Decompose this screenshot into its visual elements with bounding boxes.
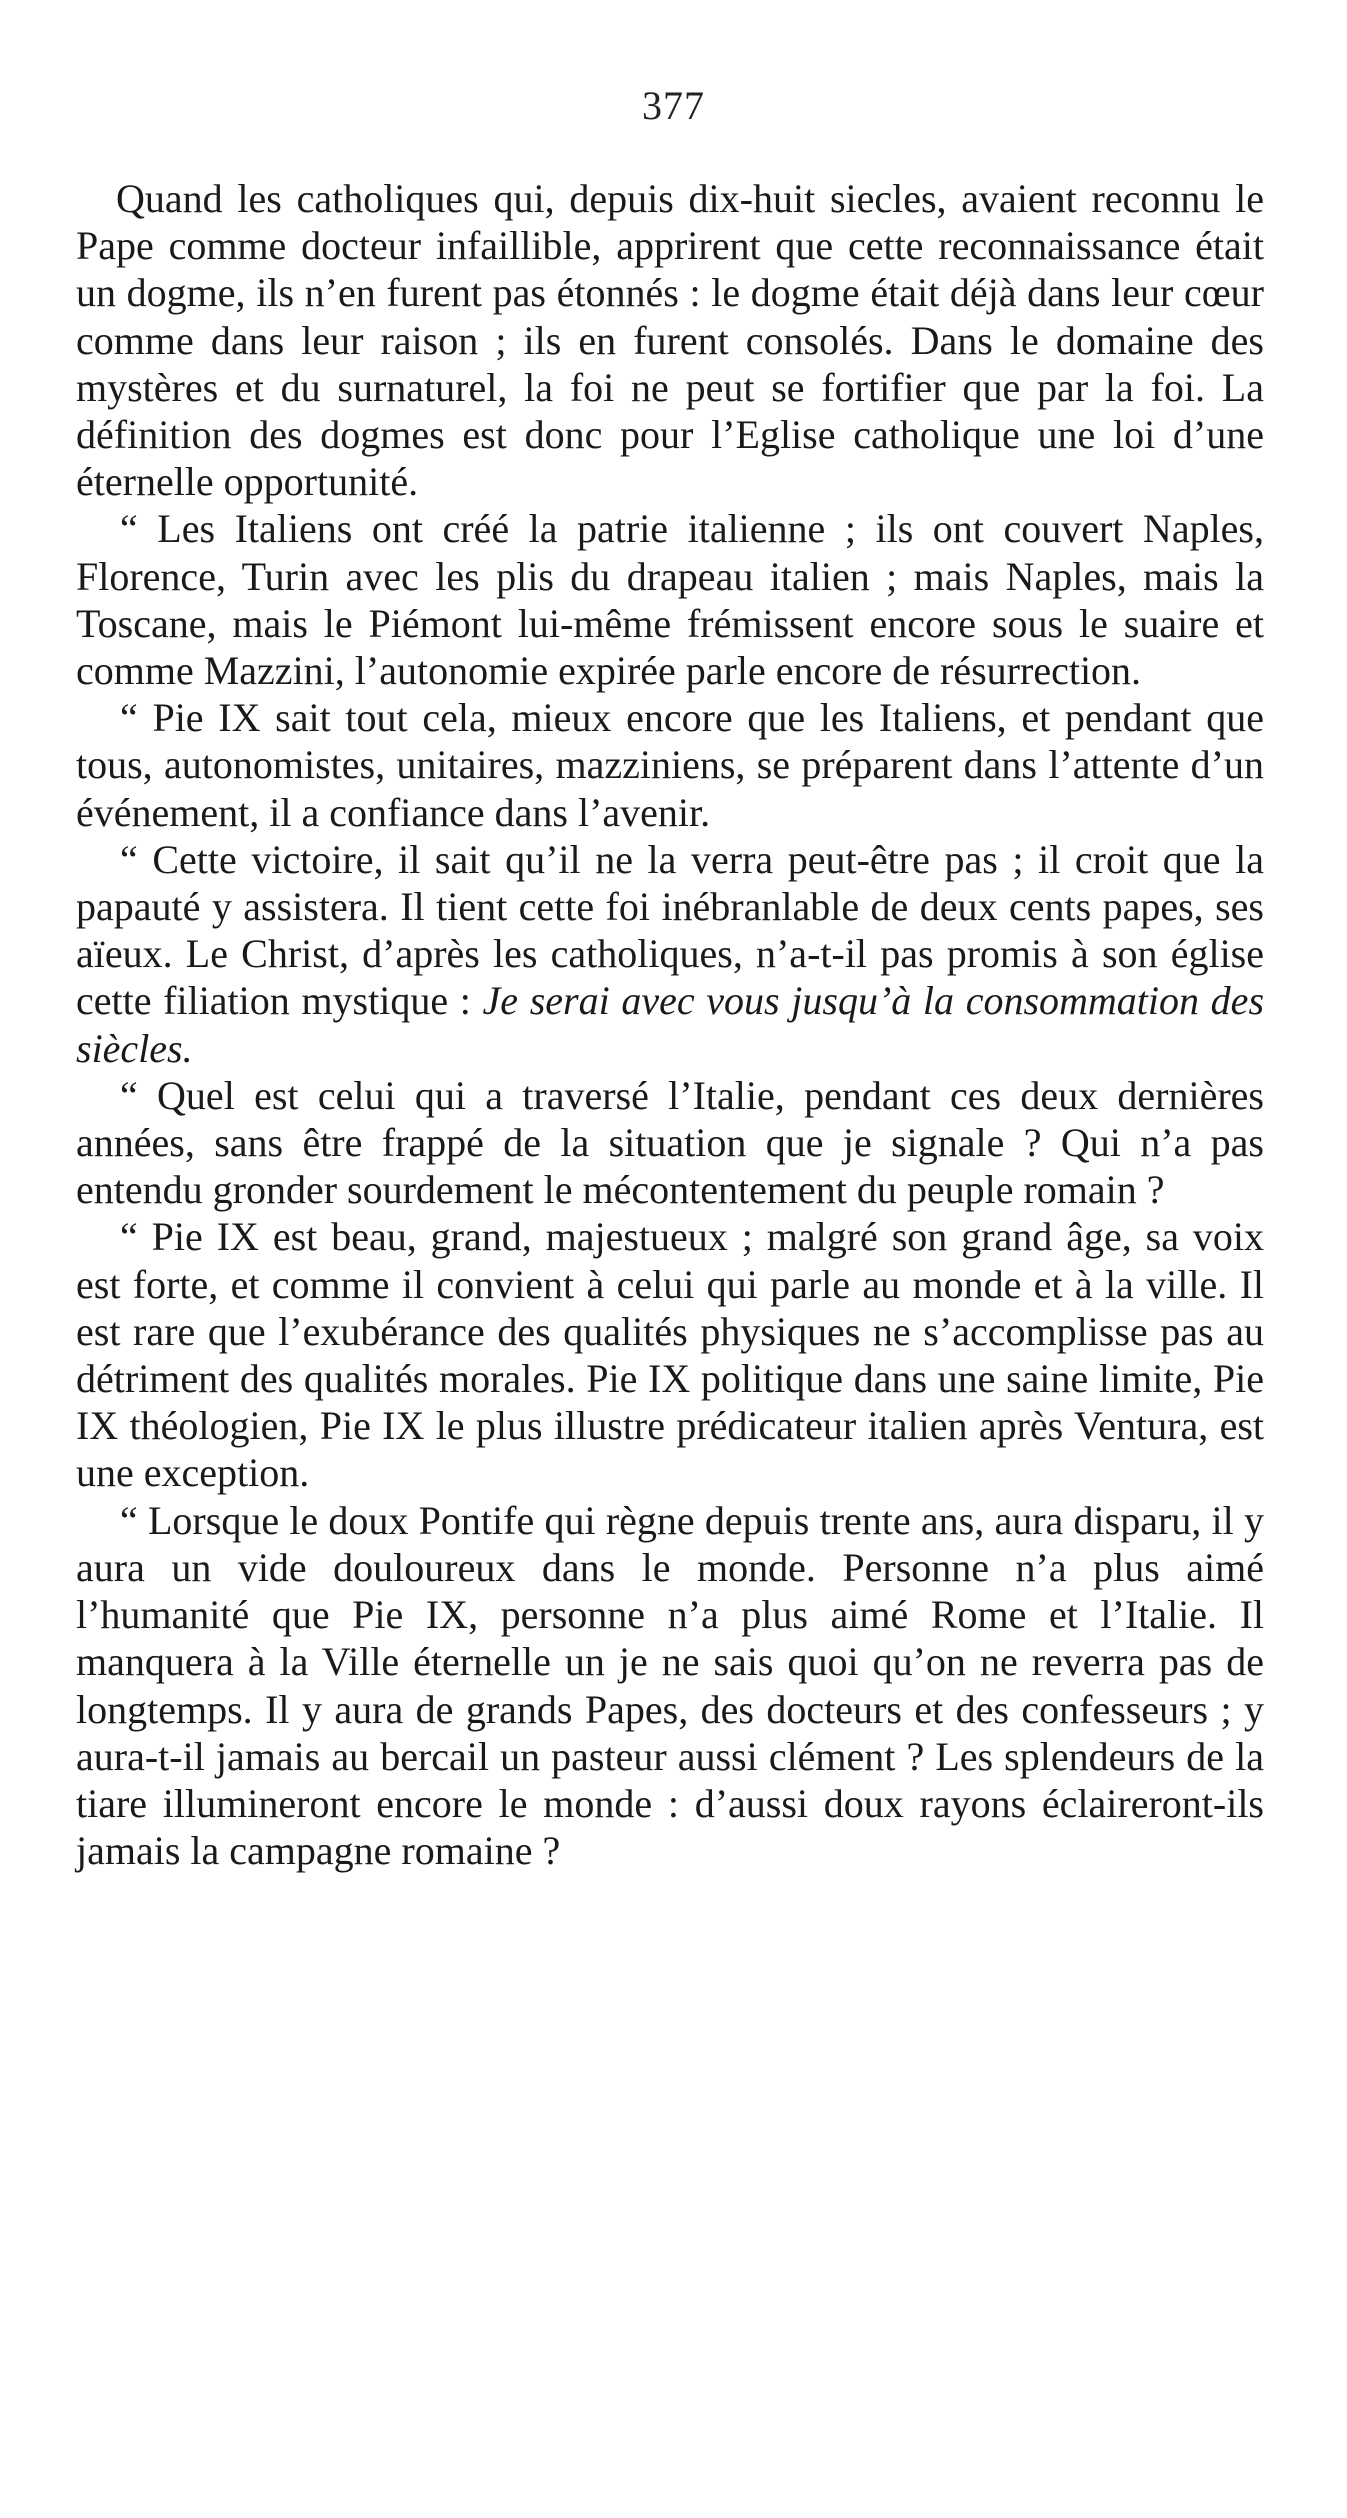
- paragraph-5: “ Quel est celui qui a traversé l’Italie, pendant ces deux dernières années, sans être frappé de la situation que je signale ? Qui n’a pas entendu gronder sourdement le mécontentement du peuple romain ?: [76, 1072, 1264, 1213]
- body-text: [76, 175, 1264, 1874]
- paragraph-2: “ Les Italiens ont créé la patrie italienne ; ils ont couvert Naples, Florence, Turin avec les plis du drapeau italien ; mais Naples, mais la Toscane, mais le Piémont lui-même frémissent encore sous le suaire et comme Mazzini, l’autonomie expirée parle encore de résurrection.: [76, 506, 1264, 694]
- paragraph-1: Quand les catholiques qui, depuis dix-huit siecles, avaient reconnu le Pape comme docteur infaillible, apprirent que cette reconnaissance était un dogme, ils n’en furent pas étonnés : le dogme était déjà dans leur cœur comme dans leur raison ; ils en furent consolés. Dans le domaine des mystères et du surnaturel, la foi ne peut se fortifier que par la foi. La définition des dogmes est donc pour l’Eglise catholique une loi d’une éternelle opportunité.: [76, 176, 1264, 505]
- page-number: 377: [642, 83, 705, 128]
- paragraph-4: [76, 836, 1264, 1072]
- paragraph-6: “ Pie IX est beau, grand, majestueux ; malgré son grand âge, sa voix est forte, et comme il convient à celui qui parle au monde et à la ville. Il est rare que l’exubérance des qualités physiques ne s’accomplisse pas au détriment des qualités morales. Pie IX politique dans une saine limite, Pie IX théologien, Pie IX le plus illustre prédicateur italien après Ventura, est une exception.: [76, 1214, 1264, 1496]
- paragraph-3: “ Pie IX sait tout cela, mieux encore que les Italiens, et pendant que tous, autonomistes, unitaires, mazziniens, se préparent dans l’attente d’un événement, il a confiance dans l’avenir.: [76, 695, 1264, 835]
- paragraph-4-italic-quote: Je serai avec vous jusqu’à la consommation des siècles.: [76, 978, 1265, 1071]
- paragraph-7: “ Lorsque le doux Pontife qui règne depuis trente ans, aura disparu, il y aura un vide douloureux dans le monde. Personne n’a plus aimé l’humanité que Pie IX, personne n’a plus aimé Rome et l’Italie. Il manquera à la Ville éternelle un je ne sais quoi qu’on ne reverra pas de longtemps. Il y aura de grands Papes, des docteurs et des confesseurs ; y aura-t-il jamais au bercail un pasteur aussi clément ? Les splendeurs de la tiare illumineront encore le monde : d’aussi doux rayons éclaireront-ils jamais la campagne romaine ?: [76, 1497, 1264, 1874]
- paragraph-4-text: “ Cette victoire, il sait qu’il ne la verra peut-être pas ; il croit que la papauté y assistera. Il tient cette foi inébranlable de deux cents papes, ses aïeux. Le Christ, d’après les catholiques, n’a-t-il pas promis à son église cette filiation mystique :: [76, 836, 1264, 1024]
